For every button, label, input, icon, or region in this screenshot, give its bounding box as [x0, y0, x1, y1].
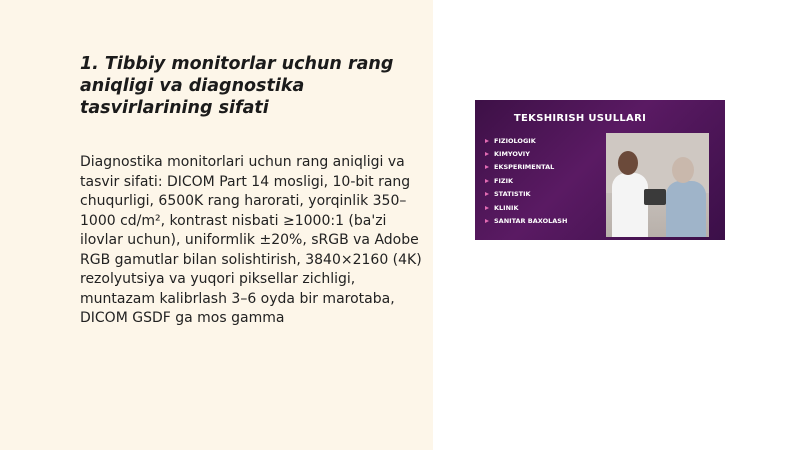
list-item: [485, 134, 567, 147]
list-item: [485, 214, 567, 227]
list-item-label: SANITAR BAXOLASH: [494, 217, 568, 226]
list-item-label: FIZIOLOGIK: [494, 136, 536, 145]
bullet-icon: [485, 152, 489, 156]
slide-body-text: Diagnostika monitorlari uchun rang aniqligi va tasvir sifati: DICOM Part 14 mosligi, 10-bit rang chuqurligi, 6500K rang harorati, yorqinlik 350–1000 cd/m², kontrast nisbati ≥1000:1 (ba'zi ilovlar uchun), uniformlik ±20%, sRGB va Adobe RGB gamutlar bilan solishtirish, 3840×2160 (4K) rezolyutsiya va yuqori piksellar zichligi, muntazam kalibrlash 3–6 oyda bir marotaba, DICOM GSDF ga mos gamma: [80, 154, 422, 326]
list-item: [485, 147, 567, 160]
bullet-icon: [485, 165, 489, 169]
doctor-head: [618, 151, 638, 175]
list-item-label: FIZIK: [494, 176, 514, 185]
bullet-icon: [485, 206, 489, 210]
list-item: [485, 161, 567, 174]
bullet-icon: [485, 179, 489, 183]
patient-head: [672, 157, 694, 183]
embedded-slide-title: TEKSHIRISH USULLARI: [513, 113, 647, 124]
list-item: [485, 188, 567, 201]
bullet-icon: [485, 219, 489, 223]
list-item-label: STATISTIK: [494, 190, 531, 199]
list-item-label: KLINIK: [494, 203, 519, 212]
blood-pressure-device: [644, 189, 666, 205]
methods-list: [485, 134, 567, 228]
bullet-icon: [485, 192, 489, 196]
list-item: [485, 201, 567, 214]
list-item-label: EKSPERIMENTAL: [494, 163, 555, 172]
doctor-patient-photo: [606, 133, 709, 237]
list-item-label: KIMYOVIY: [494, 150, 530, 159]
slide-title: 1. Tibbiy monitorlar uchun rang aniqligi va diagnostika tasvirlarining sifati: [80, 54, 394, 118]
list-item: [485, 174, 567, 187]
doctor-coat: [612, 173, 648, 237]
embedded-slide-image: [475, 100, 725, 240]
patient-figure: [666, 181, 706, 237]
bullet-icon: [485, 139, 489, 143]
